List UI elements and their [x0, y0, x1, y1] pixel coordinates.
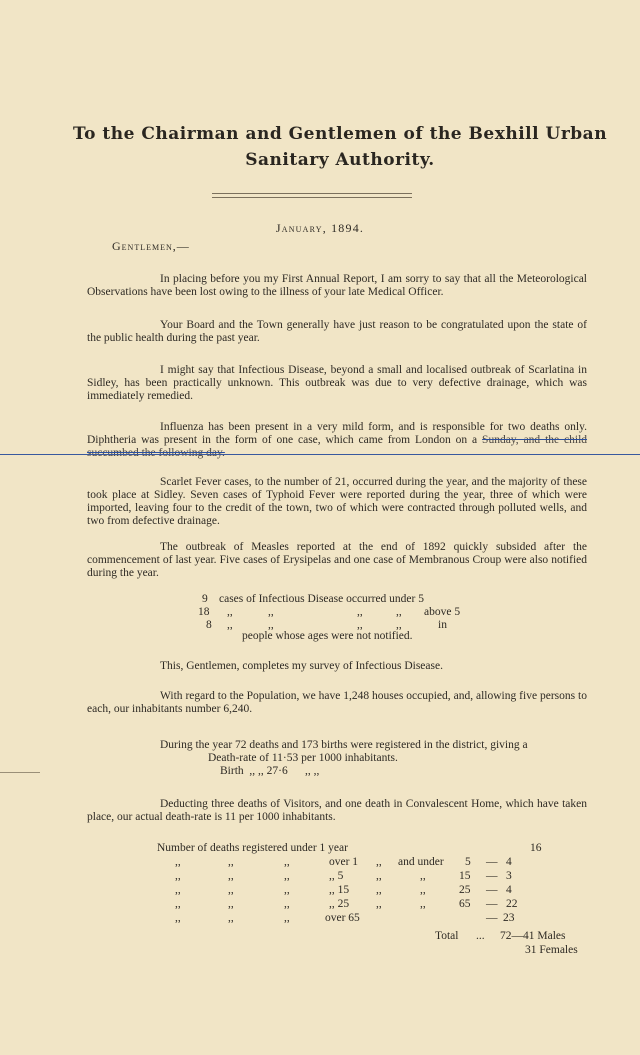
paragraph-population: With regard to the Population, we have 1,248 houses occupied, and, allowing five persons to each, our inhabitants number 6,240.	[87, 690, 587, 715]
paragraph-public-health: Your Board and the Town generally have just reason to be congratulated upon the state of the public health during the past year.	[87, 319, 587, 344]
deaths-row-value: 4	[506, 884, 512, 896]
title-rule-bottom	[212, 197, 412, 198]
ditto-mark: ,,	[227, 606, 233, 618]
deaths-header-label: Number of deaths registered under 1 year	[157, 842, 348, 854]
ditto-mark: ,,	[175, 912, 181, 924]
title-line-1: To the Chairman and Gentlemen of the Bexhill Urban	[72, 124, 608, 144]
title-line-2: Sanitary Authority.	[245, 150, 435, 170]
deaths-row-range: ,, 5	[329, 870, 344, 882]
deaths-row-upper: 5	[465, 856, 471, 868]
ditto-mark: ,,	[376, 898, 382, 910]
deaths-row-and: ,,	[420, 884, 426, 896]
total-females: 31 Females	[525, 944, 578, 956]
deaths-row-dash: —	[486, 912, 498, 924]
rates-line-2: Death-rate of 11·53 per 1000 inhabitants.	[208, 752, 398, 764]
salutation: Gentlemen,—	[112, 239, 190, 253]
deaths-row-range: over 65	[325, 912, 360, 924]
infectious-row-2-tail: above 5	[424, 606, 461, 618]
report-date: January, 1894.	[275, 221, 365, 235]
ditto-mark: ,,	[227, 619, 233, 631]
rates-line-3	[160, 765, 590, 778]
total-males: 72—41 Males	[500, 930, 566, 942]
ditto-mark: ,,	[175, 898, 181, 910]
deaths-row-upper: 25	[459, 884, 471, 896]
title-rule-top	[212, 193, 412, 194]
ditto-mark: ,,	[175, 870, 181, 882]
ditto-mark: ,,	[357, 606, 363, 618]
ditto-mark: ,,	[357, 619, 363, 631]
ditto-mark: ,,	[175, 884, 181, 896]
deaths-row-upper: 15	[459, 870, 471, 882]
ditto-mark: ,,	[284, 856, 290, 868]
birth-rate-value: 27·6	[266, 765, 288, 777]
ink-strike-line	[0, 454, 640, 455]
ditto-mark: ,,	[228, 884, 234, 896]
ditto-mark: ,,	[228, 870, 234, 882]
ditto-mark: ,,	[284, 870, 290, 882]
margin-mark	[0, 772, 40, 773]
paragraph-meteorological: In placing before you my First Annual Report, I am sorry to say that all the Meteorological Observations have been lost owing to the illness of your late Medical Officer.	[87, 273, 587, 298]
struck-text: Sunday, and the child succumbed the following day.	[87, 434, 588, 459]
ditto-mark: ,,	[376, 870, 382, 882]
paragraph-actual-death-rate: Deducting three deaths of Visitors, and one death in Convalescent Home, which have taken place, our actual death-rate is 11 per 1000 inhabitants.	[87, 798, 587, 823]
ditto-mark: ,,	[376, 884, 382, 896]
ditto-mark: ,,	[284, 884, 290, 896]
ditto-mark: ,,	[228, 898, 234, 910]
deaths-row-range: over 1	[329, 856, 359, 868]
ditto-mark: ,,	[228, 856, 234, 868]
deaths-row-value: 23	[503, 912, 515, 924]
total-label: Total	[435, 930, 459, 942]
ditto-mark: ,,	[376, 856, 382, 868]
deaths-row-dash: —	[486, 856, 498, 868]
rates-line-1: During the year 72 deaths and 173 births were registered in the district, giving a	[160, 739, 528, 751]
deaths-row-value: 3	[506, 870, 512, 882]
paragraph-measles: The outbreak of Measles reported at the end of 1892 quickly subsided after the commencement of last year. Five cases of Erysipelas and one case of Membranous Croup were also notified during the year.	[87, 541, 587, 579]
rates-block	[160, 739, 590, 778]
influenza-text: Influenza has been present in a very mild form, and is responsible for two deaths only. Diphtheria was present in the form of one case, which came from London on a	[87, 421, 587, 446]
ditto-mark: ,,	[175, 856, 181, 868]
deaths-row-value: 4	[506, 856, 512, 868]
ditto-mark: ,,	[268, 619, 274, 631]
infectious-row-1-text: cases of Infectious Disease occurred under 5	[219, 593, 424, 605]
paragraph-survey: This, Gentlemen, completes my survey of Infectious Disease.	[160, 660, 443, 672]
deaths-row-and: ,,	[420, 870, 426, 882]
infectious-row-3-count: 8	[206, 619, 212, 631]
ditto-mark: ,,	[284, 912, 290, 924]
ditto-mark: ,,	[396, 606, 402, 618]
infectious-row-4-text: people whose ages were not notified.	[242, 630, 413, 642]
ditto-mark: ,,	[228, 912, 234, 924]
total-dots: ...	[476, 930, 485, 942]
deaths-row-and: and under	[398, 856, 444, 868]
infectious-row-1-count: 9	[202, 593, 208, 605]
ditto-mark: ,,	[396, 619, 402, 631]
deaths-row-upper: 65	[459, 898, 471, 910]
ditto-mark: ,, ,,	[249, 765, 264, 777]
birth-label: Birth	[220, 765, 244, 777]
deaths-row-value: 22	[506, 898, 518, 910]
deaths-row-range: ,, 15	[329, 884, 350, 896]
paragraph-scarlet-fever: Scarlet Fever cases, to the number of 21, occurred during the year, and the majority of these took place at Sidley. Seven cases of Typhoid Fever were reported during the year, three of which were imported, leaving four to the credit of the town, two of which were contracted through polluted wells, and two from defective drainage.	[87, 476, 587, 527]
infectious-row-3-tail: in	[438, 619, 447, 631]
deaths-row-dash: —	[486, 870, 498, 882]
deaths-row-and: ,,	[420, 898, 426, 910]
ditto-mark: ,,	[284, 898, 290, 910]
deaths-row-dash: —	[486, 884, 498, 896]
infectious-row-2-count: 18	[198, 606, 210, 618]
ditto-mark: ,,	[268, 606, 274, 618]
deaths-row-range: ,, 25	[329, 898, 350, 910]
paragraph-scarlatina: I might say that Infectious Disease, beyond a small and localised outbreak of Scarlatina in Sidley, has been practically unknown. This outbreak was due to very defective drainage, which was immediately remedied.	[87, 364, 587, 402]
deaths-header-value: 16	[530, 842, 542, 854]
ditto-mark: ,, ,,	[304, 765, 320, 777]
deaths-row-dash: —	[486, 898, 498, 910]
